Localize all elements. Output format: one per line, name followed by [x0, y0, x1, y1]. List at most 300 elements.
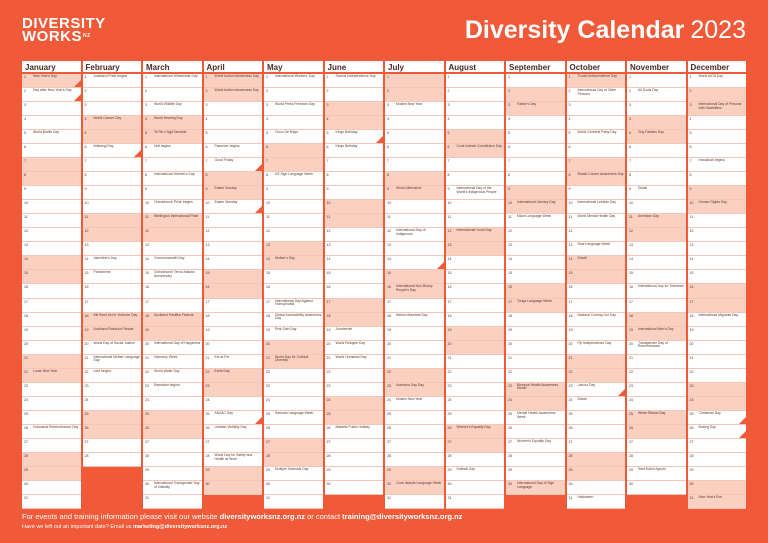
day-cell[interactable] — [567, 341, 626, 355]
day-cell[interactable] — [143, 200, 202, 214]
day-cell[interactable] — [627, 144, 686, 158]
day-cell[interactable] — [627, 355, 686, 369]
day-cell[interactable] — [688, 228, 747, 242]
day-cell[interactable] — [446, 214, 505, 228]
day-cell[interactable] — [688, 284, 747, 298]
day-cell[interactable] — [385, 158, 444, 172]
day-cell[interactable] — [627, 411, 686, 425]
day-cell[interactable] — [506, 242, 565, 256]
day-cell[interactable] — [325, 453, 384, 467]
day-cell[interactable] — [446, 116, 505, 130]
day-cell[interactable] — [567, 270, 626, 284]
day-cell[interactable] — [264, 130, 323, 144]
day-cell[interactable] — [385, 214, 444, 228]
day-cell[interactable] — [506, 200, 565, 214]
day-cell[interactable] — [446, 467, 505, 481]
day-cell[interactable] — [688, 158, 747, 172]
day-cell[interactable] — [22, 341, 81, 355]
day-cell[interactable] — [325, 284, 384, 298]
day-cell[interactable] — [567, 214, 626, 228]
day-cell[interactable] — [688, 341, 747, 355]
day-cell[interactable] — [688, 439, 747, 453]
day-cell[interactable] — [567, 411, 626, 425]
day-cell[interactable] — [446, 284, 505, 298]
day-cell[interactable] — [688, 256, 747, 270]
day-cell[interactable] — [143, 284, 202, 298]
day-cell[interactable] — [22, 102, 81, 116]
day-cell[interactable] — [83, 411, 142, 425]
day-cell[interactable] — [385, 341, 444, 355]
day-cell[interactable] — [385, 411, 444, 425]
day-cell[interactable] — [22, 467, 81, 481]
day-cell[interactable] — [385, 74, 444, 88]
day-cell[interactable] — [22, 130, 81, 144]
day-cell[interactable] — [325, 425, 384, 439]
day-cell[interactable] — [688, 369, 747, 383]
day-cell[interactable] — [688, 425, 747, 439]
day-cell[interactable] — [22, 397, 81, 411]
day-cell[interactable] — [264, 186, 323, 200]
day-cell[interactable] — [627, 242, 686, 256]
day-cell[interactable] — [567, 453, 626, 467]
day-cell[interactable] — [264, 369, 323, 383]
day-cell[interactable] — [567, 439, 626, 453]
day-cell[interactable] — [506, 130, 565, 144]
day-cell[interactable] — [83, 369, 142, 383]
day-cell[interactable] — [264, 88, 323, 102]
day-cell[interactable] — [385, 327, 444, 341]
day-cell[interactable] — [204, 299, 263, 313]
day-cell[interactable] — [325, 186, 384, 200]
day-cell[interactable] — [385, 369, 444, 383]
day-cell[interactable] — [204, 284, 263, 298]
day-cell[interactable] — [83, 158, 142, 172]
day-cell[interactable] — [567, 242, 626, 256]
day-cell[interactable] — [506, 481, 565, 495]
day-cell[interactable] — [264, 495, 323, 509]
day-cell[interactable] — [506, 397, 565, 411]
day-cell[interactable] — [688, 453, 747, 467]
day-cell[interactable] — [627, 116, 686, 130]
day-cell[interactable] — [264, 200, 323, 214]
day-cell[interactable] — [688, 397, 747, 411]
day-cell[interactable] — [567, 369, 626, 383]
day-cell[interactable] — [325, 88, 384, 102]
day-cell[interactable] — [688, 172, 747, 186]
day-cell[interactable] — [446, 355, 505, 369]
day-cell[interactable] — [143, 186, 202, 200]
day-cell[interactable] — [506, 270, 565, 284]
day-cell[interactable] — [446, 256, 505, 270]
day-cell[interactable] — [22, 299, 81, 313]
day-cell[interactable] — [446, 299, 505, 313]
day-cell[interactable] — [143, 369, 202, 383]
day-cell[interactable] — [325, 242, 384, 256]
day-cell[interactable] — [567, 144, 626, 158]
day-cell[interactable] — [143, 172, 202, 186]
day-cell[interactable] — [264, 425, 323, 439]
day-cell[interactable] — [83, 453, 142, 467]
day-cell[interactable] — [506, 88, 565, 102]
day-cell[interactable] — [688, 270, 747, 284]
day-cell[interactable] — [204, 355, 263, 369]
day-cell[interactable] — [83, 88, 142, 102]
day-cell[interactable] — [446, 439, 505, 453]
day-cell[interactable] — [567, 172, 626, 186]
day-cell[interactable] — [688, 299, 747, 313]
day-cell[interactable] — [83, 270, 142, 284]
day-cell[interactable] — [688, 116, 747, 130]
day-cell[interactable] — [83, 116, 142, 130]
day-cell[interactable] — [627, 214, 686, 228]
day-cell[interactable] — [83, 214, 142, 228]
day-cell[interactable] — [204, 270, 263, 284]
day-cell[interactable] — [143, 158, 202, 172]
day-cell[interactable] — [688, 102, 747, 116]
day-cell[interactable] — [22, 495, 81, 509]
day-cell[interactable] — [506, 383, 565, 397]
day-cell[interactable] — [325, 228, 384, 242]
day-cell[interactable] — [567, 88, 626, 102]
day-cell[interactable] — [83, 228, 142, 242]
day-cell[interactable] — [325, 467, 384, 481]
day-cell[interactable] — [83, 256, 142, 270]
day-cell[interactable] — [325, 397, 384, 411]
day-cell[interactable] — [143, 242, 202, 256]
day-cell[interactable] — [143, 74, 202, 88]
day-cell[interactable] — [143, 144, 202, 158]
day-cell[interactable] — [627, 397, 686, 411]
day-cell[interactable] — [446, 102, 505, 116]
day-cell[interactable] — [204, 130, 263, 144]
day-cell[interactable] — [325, 411, 384, 425]
day-cell[interactable] — [627, 467, 686, 481]
day-cell[interactable] — [204, 74, 263, 88]
day-cell[interactable] — [83, 242, 142, 256]
training-email-link[interactable]: training@diversityworksnz.org.nz — [342, 512, 463, 521]
day-cell[interactable] — [204, 439, 263, 453]
day-cell[interactable] — [325, 341, 384, 355]
day-cell[interactable] — [83, 313, 142, 327]
day-cell[interactable] — [325, 74, 384, 88]
day-cell[interactable] — [506, 439, 565, 453]
day-cell[interactable] — [567, 397, 626, 411]
day-cell[interactable] — [325, 256, 384, 270]
day-cell[interactable] — [83, 200, 142, 214]
day-cell[interactable] — [143, 116, 202, 130]
day-cell[interactable] — [22, 439, 81, 453]
day-cell[interactable] — [506, 74, 565, 88]
day-cell[interactable] — [204, 327, 263, 341]
day-cell[interactable] — [83, 186, 142, 200]
day-cell[interactable] — [264, 74, 323, 88]
day-cell[interactable] — [325, 116, 384, 130]
website-link[interactable]: diversityworksnz.org.nz — [219, 512, 306, 521]
day-cell[interactable] — [506, 467, 565, 481]
day-cell[interactable] — [143, 439, 202, 453]
day-cell[interactable] — [22, 116, 81, 130]
day-cell[interactable] — [506, 284, 565, 298]
day-cell[interactable] — [627, 284, 686, 298]
day-cell[interactable] — [385, 425, 444, 439]
day-cell[interactable] — [264, 481, 323, 495]
day-cell[interactable] — [83, 130, 142, 144]
day-cell[interactable] — [688, 186, 747, 200]
day-cell[interactable] — [627, 439, 686, 453]
day-cell[interactable] — [385, 481, 444, 495]
day-cell[interactable] — [264, 397, 323, 411]
day-cell[interactable] — [627, 102, 686, 116]
day-cell[interactable] — [446, 453, 505, 467]
day-cell[interactable] — [22, 186, 81, 200]
day-cell[interactable] — [264, 270, 323, 284]
day-cell[interactable] — [506, 256, 565, 270]
day-cell[interactable] — [83, 425, 142, 439]
day-cell[interactable] — [506, 411, 565, 425]
day-cell[interactable] — [22, 172, 81, 186]
day-cell[interactable] — [143, 313, 202, 327]
day-cell[interactable] — [204, 144, 263, 158]
day-cell[interactable] — [83, 172, 142, 186]
day-cell[interactable] — [385, 200, 444, 214]
day-cell[interactable] — [204, 383, 263, 397]
day-cell[interactable] — [506, 186, 565, 200]
day-cell[interactable] — [567, 116, 626, 130]
day-cell[interactable] — [688, 467, 747, 481]
day-cell[interactable] — [446, 425, 505, 439]
day-cell[interactable] — [264, 299, 323, 313]
day-cell[interactable] — [264, 228, 323, 242]
day-cell[interactable] — [627, 327, 686, 341]
day-cell[interactable] — [385, 397, 444, 411]
day-cell[interactable] — [446, 144, 505, 158]
day-cell[interactable] — [143, 130, 202, 144]
day-cell[interactable] — [204, 200, 263, 214]
diversity-works-logo[interactable] — [22, 17, 106, 43]
day-cell[interactable] — [385, 270, 444, 284]
day-cell[interactable] — [627, 425, 686, 439]
day-cell[interactable] — [83, 341, 142, 355]
day-cell[interactable] — [688, 74, 747, 88]
day-cell[interactable] — [264, 158, 323, 172]
day-cell[interactable] — [627, 299, 686, 313]
day-cell[interactable] — [143, 228, 202, 242]
day-cell[interactable] — [143, 327, 202, 341]
day-cell[interactable] — [446, 158, 505, 172]
day-cell[interactable] — [567, 481, 626, 495]
day-cell[interactable] — [83, 144, 142, 158]
day-cell[interactable] — [567, 102, 626, 116]
day-cell[interactable] — [627, 172, 686, 186]
day-cell[interactable] — [83, 397, 142, 411]
day-cell[interactable] — [627, 228, 686, 242]
day-cell[interactable] — [143, 341, 202, 355]
day-cell[interactable] — [143, 481, 202, 495]
day-cell[interactable] — [325, 130, 384, 144]
day-cell[interactable] — [325, 481, 384, 495]
day-cell[interactable] — [325, 144, 384, 158]
day-cell[interactable] — [22, 228, 81, 242]
day-cell[interactable] — [627, 383, 686, 397]
day-cell[interactable] — [325, 172, 384, 186]
day-cell[interactable] — [567, 130, 626, 144]
day-cell[interactable] — [22, 270, 81, 284]
day-cell[interactable] — [83, 383, 142, 397]
day-cell[interactable] — [22, 313, 81, 327]
day-cell[interactable] — [688, 200, 747, 214]
day-cell[interactable] — [264, 383, 323, 397]
day-cell[interactable] — [204, 242, 263, 256]
day-cell[interactable] — [204, 116, 263, 130]
day-cell[interactable] — [143, 425, 202, 439]
day-cell[interactable] — [688, 242, 747, 256]
day-cell[interactable] — [264, 313, 323, 327]
day-cell[interactable] — [446, 327, 505, 341]
day-cell[interactable] — [446, 313, 505, 327]
day-cell[interactable] — [264, 439, 323, 453]
day-cell[interactable] — [506, 355, 565, 369]
day-cell[interactable] — [143, 102, 202, 116]
day-cell[interactable] — [22, 327, 81, 341]
day-cell[interactable] — [83, 74, 142, 88]
day-cell[interactable] — [264, 341, 323, 355]
day-cell[interactable] — [385, 355, 444, 369]
day-cell[interactable] — [143, 397, 202, 411]
day-cell[interactable] — [506, 158, 565, 172]
day-cell[interactable] — [83, 327, 142, 341]
day-cell[interactable] — [446, 383, 505, 397]
day-cell[interactable] — [688, 481, 747, 495]
day-cell[interactable] — [385, 172, 444, 186]
day-cell[interactable] — [143, 453, 202, 467]
day-cell[interactable] — [506, 341, 565, 355]
day-cell[interactable] — [325, 102, 384, 116]
day-cell[interactable] — [446, 270, 505, 284]
day-cell[interactable] — [627, 453, 686, 467]
day-cell[interactable] — [22, 74, 81, 88]
day-cell[interactable] — [204, 88, 263, 102]
day-cell[interactable] — [627, 270, 686, 284]
day-cell[interactable] — [143, 270, 202, 284]
day-cell[interactable] — [506, 425, 565, 439]
day-cell[interactable] — [83, 299, 142, 313]
day-cell[interactable] — [325, 158, 384, 172]
day-cell[interactable] — [22, 158, 81, 172]
day-cell[interactable] — [83, 439, 142, 453]
day-cell[interactable] — [506, 214, 565, 228]
day-cell[interactable] — [83, 284, 142, 298]
day-cell[interactable] — [567, 313, 626, 327]
day-cell[interactable] — [627, 369, 686, 383]
day-cell[interactable] — [325, 214, 384, 228]
day-cell[interactable] — [567, 200, 626, 214]
day-cell[interactable] — [385, 256, 444, 270]
marketing-email-link[interactable]: marketing@diversityworksnz.org.nz — [132, 524, 228, 530]
day-cell[interactable] — [22, 284, 81, 298]
day-cell[interactable] — [22, 214, 81, 228]
day-cell[interactable] — [22, 256, 81, 270]
day-cell[interactable] — [567, 467, 626, 481]
day-cell[interactable] — [446, 228, 505, 242]
day-cell[interactable] — [204, 313, 263, 327]
day-cell[interactable] — [22, 383, 81, 397]
day-cell[interactable] — [204, 214, 263, 228]
day-cell[interactable] — [385, 116, 444, 130]
day-cell[interactable] — [567, 299, 626, 313]
day-cell[interactable] — [83, 355, 142, 369]
day-cell[interactable] — [446, 369, 505, 383]
day-cell[interactable] — [567, 383, 626, 397]
day-cell[interactable] — [204, 172, 263, 186]
day-cell[interactable] — [143, 256, 202, 270]
day-cell[interactable] — [567, 186, 626, 200]
day-cell[interactable] — [385, 467, 444, 481]
day-cell[interactable] — [627, 88, 686, 102]
day-cell[interactable] — [22, 425, 81, 439]
day-cell[interactable] — [567, 256, 626, 270]
day-cell[interactable] — [446, 74, 505, 88]
day-cell[interactable] — [627, 481, 686, 495]
day-cell[interactable] — [567, 495, 626, 509]
day-cell[interactable] — [22, 144, 81, 158]
day-cell[interactable] — [22, 88, 81, 102]
day-cell[interactable] — [627, 130, 686, 144]
day-cell[interactable] — [264, 242, 323, 256]
day-cell[interactable] — [22, 200, 81, 214]
day-cell[interactable] — [264, 144, 323, 158]
day-cell[interactable] — [385, 88, 444, 102]
day-cell[interactable] — [385, 313, 444, 327]
day-cell[interactable] — [567, 425, 626, 439]
day-cell[interactable] — [22, 453, 81, 467]
day-cell[interactable] — [204, 158, 263, 172]
day-cell[interactable] — [264, 172, 323, 186]
day-cell[interactable] — [506, 144, 565, 158]
day-cell[interactable] — [385, 130, 444, 144]
day-cell[interactable] — [204, 102, 263, 116]
day-cell[interactable] — [22, 481, 81, 495]
day-cell[interactable] — [567, 327, 626, 341]
day-cell[interactable] — [264, 256, 323, 270]
day-cell[interactable] — [506, 453, 565, 467]
day-cell[interactable] — [506, 299, 565, 313]
day-cell[interactable] — [688, 383, 747, 397]
day-cell[interactable] — [325, 355, 384, 369]
day-cell[interactable] — [325, 313, 384, 327]
day-cell[interactable] — [22, 355, 81, 369]
day-cell[interactable] — [143, 355, 202, 369]
day-cell[interactable] — [204, 481, 263, 495]
day-cell[interactable] — [204, 369, 263, 383]
day-cell[interactable] — [567, 228, 626, 242]
day-cell[interactable] — [688, 88, 747, 102]
day-cell[interactable] — [688, 355, 747, 369]
day-cell[interactable] — [506, 116, 565, 130]
day-cell[interactable] — [446, 411, 505, 425]
day-cell[interactable] — [688, 327, 747, 341]
day-cell[interactable] — [567, 355, 626, 369]
day-cell[interactable] — [325, 383, 384, 397]
day-cell[interactable] — [567, 158, 626, 172]
day-cell[interactable] — [627, 158, 686, 172]
day-cell[interactable] — [446, 242, 505, 256]
day-cell[interactable] — [506, 369, 565, 383]
day-cell[interactable] — [264, 102, 323, 116]
day-cell[interactable] — [385, 228, 444, 242]
day-cell[interactable] — [385, 383, 444, 397]
day-cell[interactable] — [385, 284, 444, 298]
day-cell[interactable] — [204, 425, 263, 439]
